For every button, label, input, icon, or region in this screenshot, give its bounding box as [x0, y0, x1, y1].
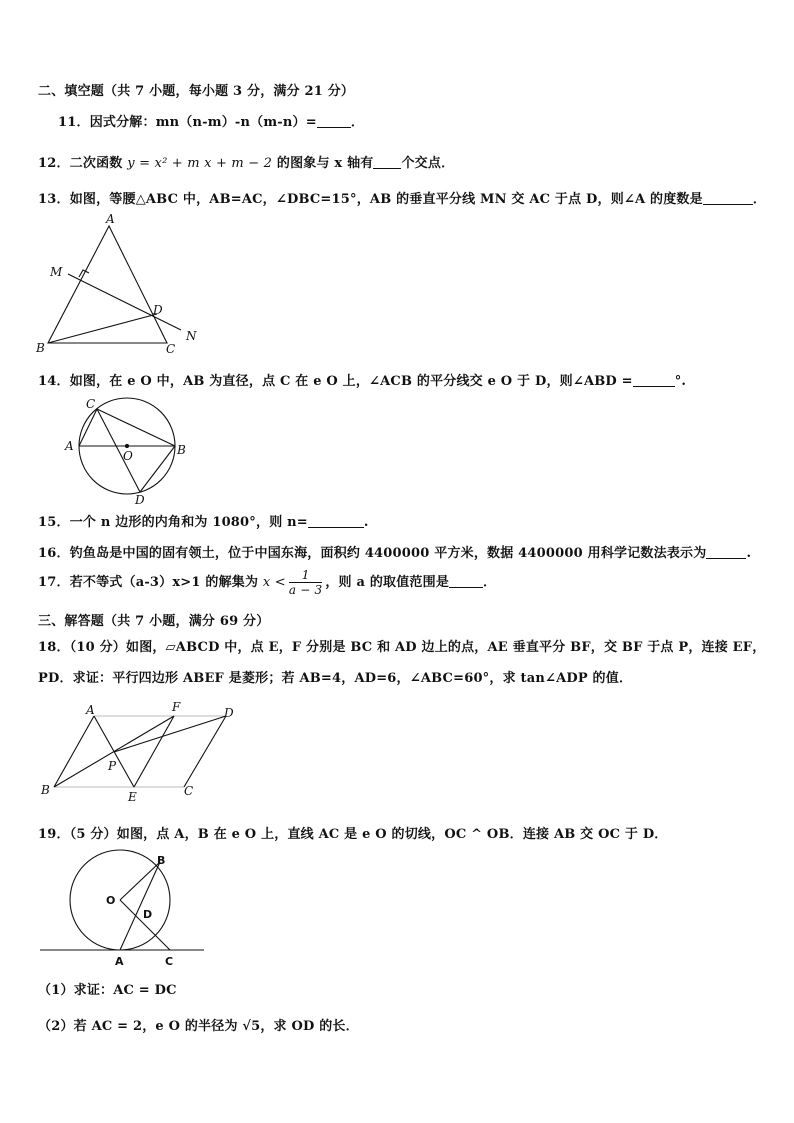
- label-b: B: [36, 341, 45, 355]
- q16-end: .: [746, 546, 752, 561]
- label-p: P: [108, 759, 117, 773]
- label-a: A: [106, 212, 115, 226]
- q17-denominator: a − 3: [288, 583, 323, 597]
- segment-ab: [54, 716, 94, 787]
- q17-answer-blank[interactable]: [449, 574, 483, 588]
- label-n: N: [186, 329, 197, 343]
- segment-ca: [79, 409, 97, 446]
- q19-tangent-figure: [36, 848, 211, 973]
- label-c: C: [165, 955, 174, 968]
- q12-formula: y = x² + m x + m − 2: [127, 156, 273, 171]
- question-13: [38, 188, 766, 207]
- segment-pd: [114, 716, 226, 752]
- question-18-line-1: 18．（10 分）如图，▱ABCD 中，点 E，F 分别是 BC 和 AD 边上的点，AE 垂直平分 BF，交 BF 于点 P，连接 EF，: [38, 640, 766, 655]
- q11-answer-blank[interactable]: [317, 114, 351, 128]
- section-2-title: 二、填空题（共 7 小题，每小题 3 分，满分 21 分）: [38, 84, 355, 99]
- q16-answer-blank[interactable]: [706, 545, 746, 559]
- q18-parallelogram-figure: [36, 700, 246, 805]
- segment-bd: [48, 314, 157, 343]
- label-c: C: [86, 397, 96, 411]
- label-a: A: [115, 955, 124, 968]
- label-b: B: [157, 854, 166, 867]
- q17-post: ，则 a 的取值范围是: [325, 575, 450, 590]
- section-3-title: 三、解答题（共 7 小题，满分 69 分）: [38, 614, 270, 629]
- question-17: [38, 568, 496, 597]
- label-a: A: [65, 439, 74, 453]
- question-15: [38, 511, 369, 530]
- triangle-abc: [48, 226, 167, 343]
- segment-dc: [184, 716, 226, 787]
- q15-end: .: [363, 515, 369, 530]
- q17-pre: 17．若不等式（a-3）x>1 的解集为: [38, 575, 259, 590]
- q13-triangle-figure: [30, 212, 210, 357]
- question-18-line-2: PD．求证：平行四边形 ABEF 是菱形；若 AB=4，AD=6，∠ABC=60°，求 tan∠ADP 的值．: [38, 671, 633, 686]
- q13-text: 13．如图，等腰△ABC 中，AB=AC，∠DBC=15°，AB 的垂直平分线 MN 交 AC 于点 D，则∠A 的度数是: [38, 192, 703, 207]
- q17-end: ．: [483, 575, 497, 590]
- question-19: 19．（5 分）如图，点 A，B 在 e O 上，直线 AC 是 e O 的切线，OC ^ OB．连接 AB 交 OC 于 D．: [38, 827, 668, 842]
- question-19-part-2: （2）若 AC = 2，e O 的半径为 √5，求 OD 的长．: [38, 1019, 359, 1034]
- segment-ef: [134, 716, 174, 787]
- label-c: C: [184, 784, 194, 798]
- q15-answer-blank[interactable]: [308, 514, 364, 528]
- label-o: O: [123, 449, 133, 463]
- label-d: D: [153, 303, 163, 317]
- label-d: D: [135, 493, 145, 507]
- label-a: A: [86, 703, 95, 717]
- segment-cd: [97, 409, 140, 492]
- question-11: [58, 111, 364, 130]
- q13-end: ．: [752, 192, 767, 207]
- q17-numerator: 1: [289, 568, 322, 583]
- q12-post: 的图象与 x 轴有: [276, 156, 374, 171]
- q16-text: 16．钓鱼岛是中国的固有领土，位于中国东海，面积约 4400000 平方米，数据 4400000 用科学记数法表示为: [38, 546, 707, 561]
- question-16: [38, 542, 751, 561]
- question-14: [38, 370, 686, 389]
- q12-end: 个交点．: [401, 156, 455, 171]
- question-19-part-1: （1）求证：AC = DC: [38, 983, 177, 998]
- q11-end: ．: [350, 115, 365, 130]
- line-mn: [68, 274, 181, 330]
- label-d: D: [143, 908, 153, 921]
- label-o: O: [106, 894, 116, 907]
- label-b: B: [177, 443, 186, 457]
- radius-ob: [120, 862, 160, 900]
- center-dot: [125, 444, 128, 447]
- q12-pre: 12．二次函数: [38, 156, 123, 171]
- q13-answer-blank[interactable]: [703, 191, 753, 205]
- q14-text: 14．如图，在 e O 中，AB 为直径，点 C 在 e O 上，∠ACB 的平分线交 e O 于 D，则∠ABD =: [38, 374, 633, 389]
- q14-answer-blank[interactable]: [633, 373, 675, 387]
- question-12: [38, 152, 454, 171]
- q14-end: °.: [674, 374, 687, 389]
- q15-text: 15．一个 n 边形的内角和为 1080°，则 n=: [38, 515, 308, 530]
- label-e: E: [128, 790, 137, 804]
- label-f: F: [172, 700, 181, 714]
- q14-circle-figure: [60, 392, 200, 507]
- q11-text: 11．因式分解：mn（n-m）-n（m-n）=: [58, 115, 317, 130]
- label-m: M: [50, 265, 63, 279]
- label-b: B: [41, 783, 50, 797]
- q17-lhs: x <: [262, 575, 286, 590]
- label-c: C: [166, 342, 176, 356]
- label-d: D: [224, 706, 234, 720]
- q12-answer-blank[interactable]: [373, 155, 401, 169]
- q17-fraction: [289, 568, 322, 597]
